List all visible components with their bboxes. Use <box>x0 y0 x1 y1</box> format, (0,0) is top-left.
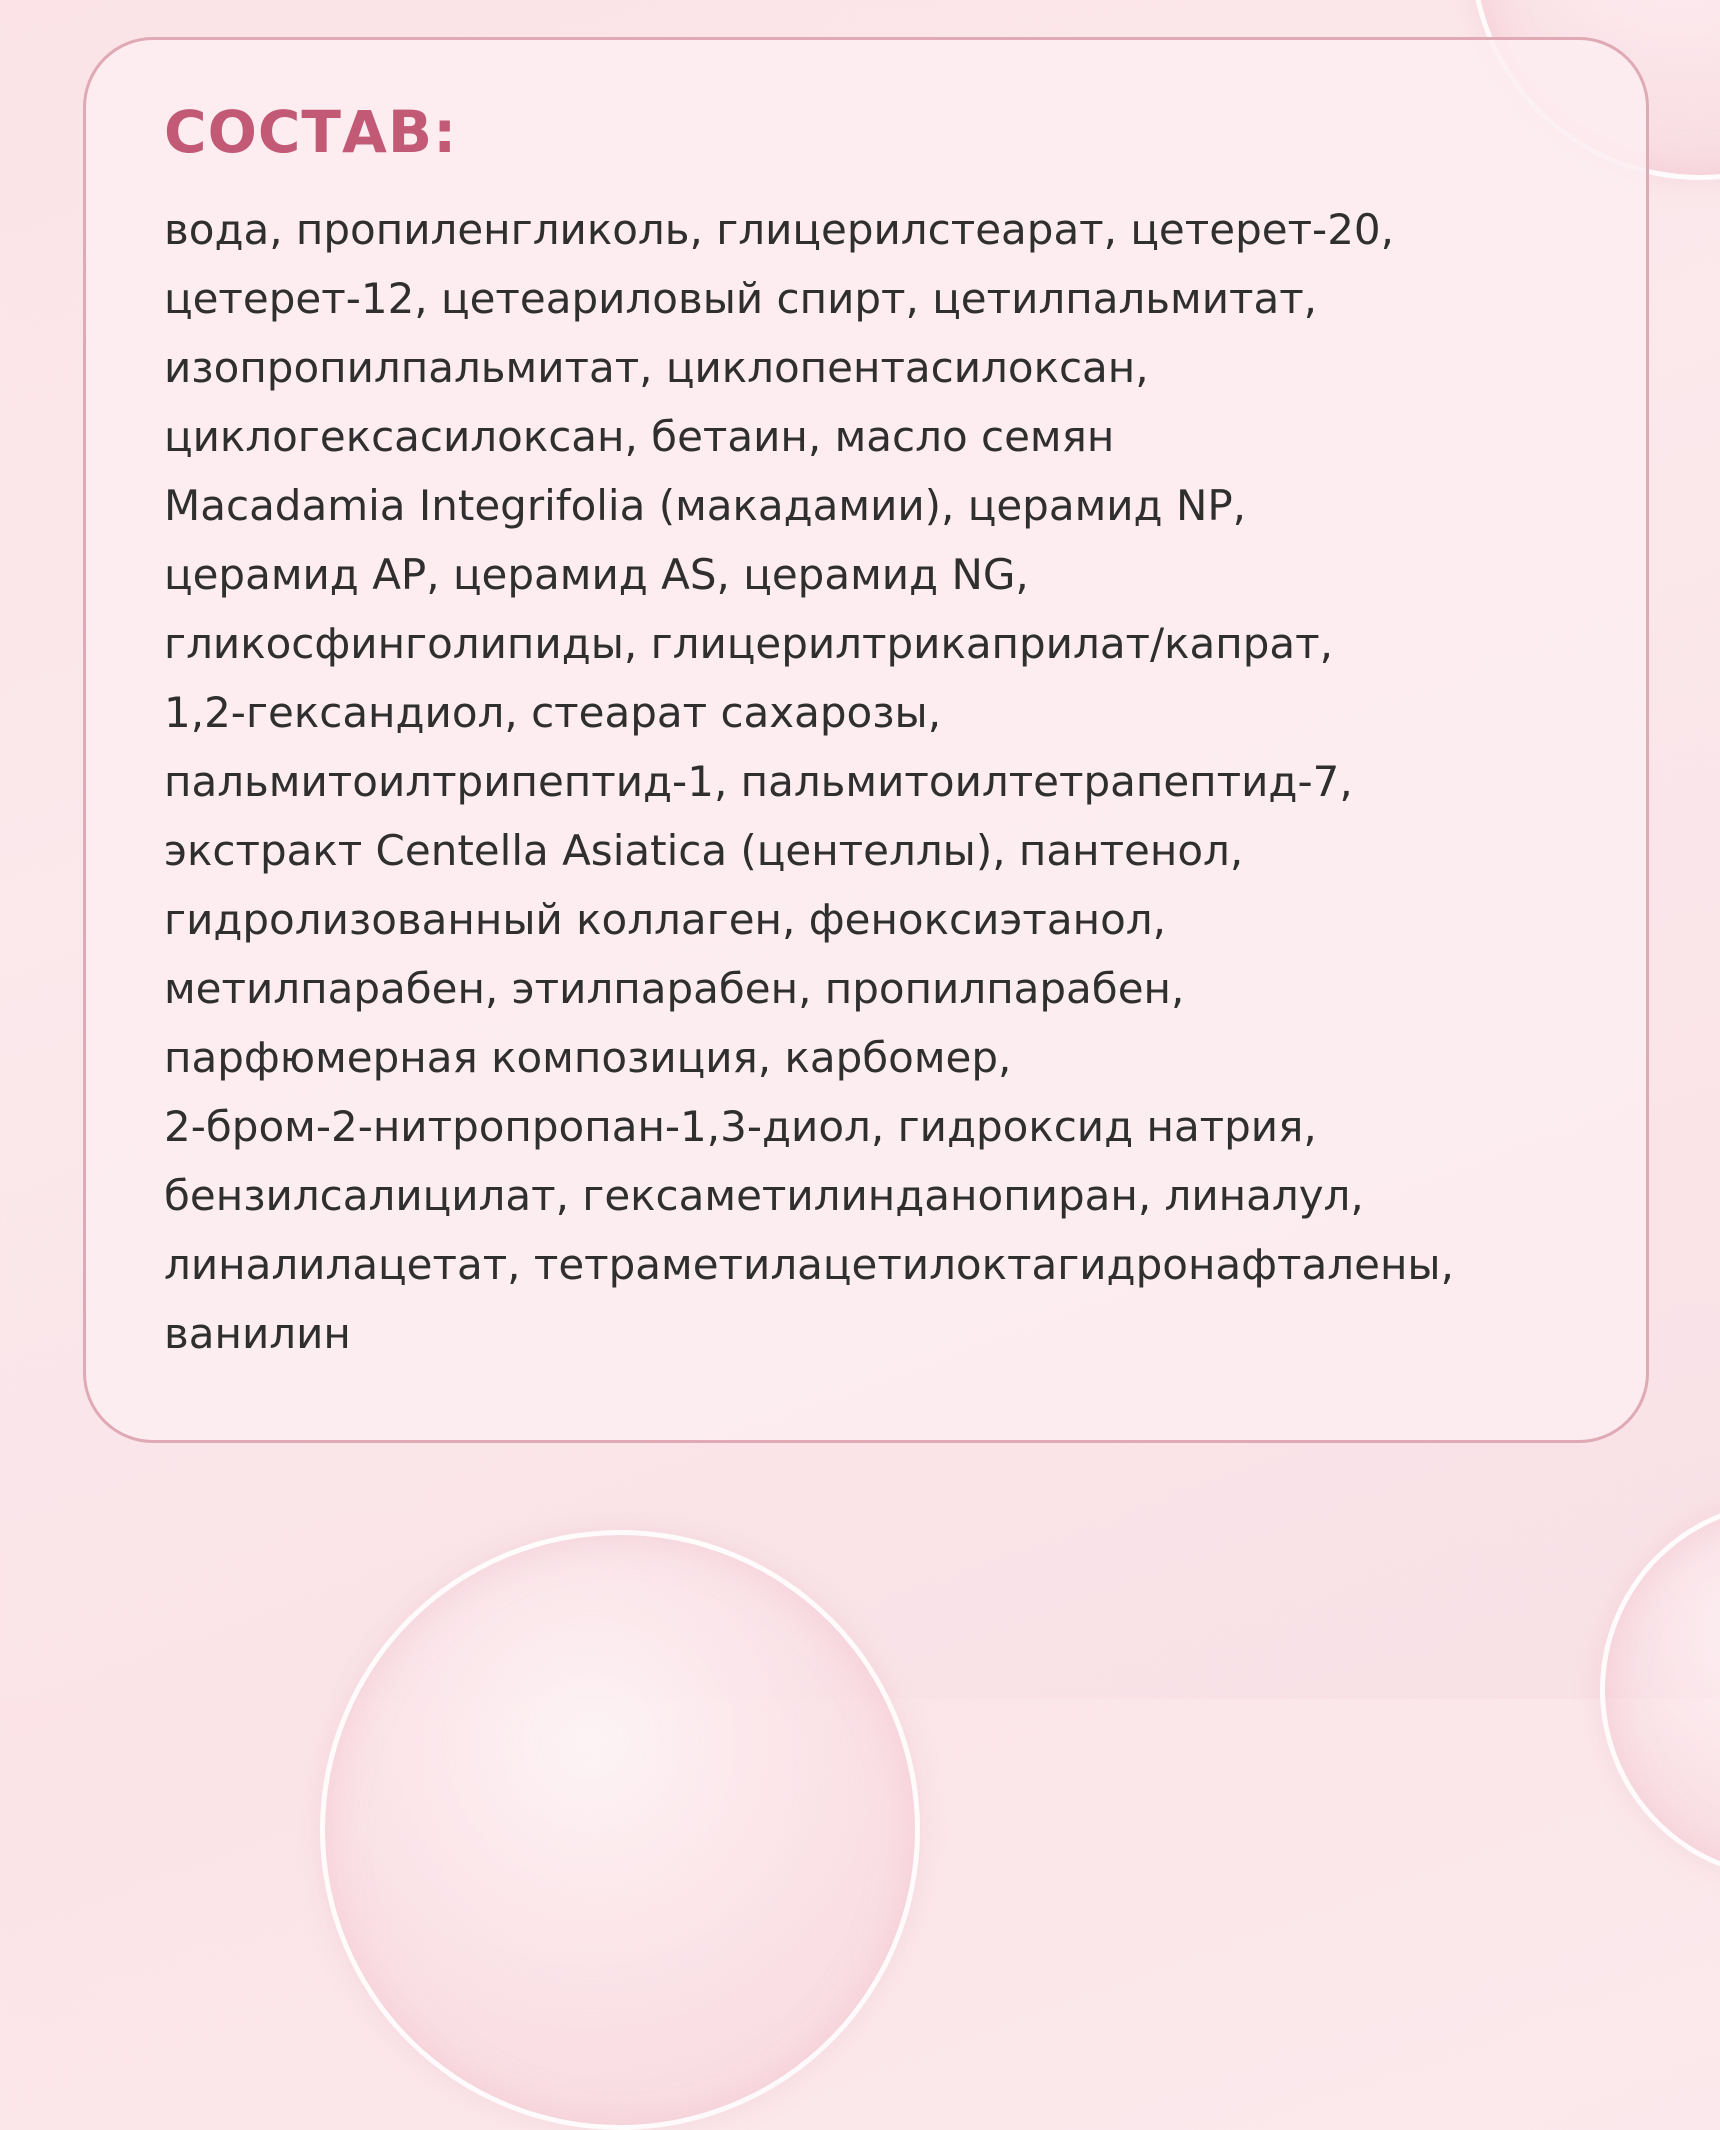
ingredient-line: пальмитоилтрипептид-1, пальмитоилтетрапептид-7, <box>164 757 1353 806</box>
ingredient-line: изопропилпальмитат, циклопентасилоксан, <box>164 343 1149 392</box>
ingredients-list <box>164 195 1570 1368</box>
ingredient-line: церамид AP, церамид AS, церамид NG, <box>164 550 1029 599</box>
ingredient-line: линалилацетат, тетраметилацетилоктагидронафталены, <box>164 1240 1454 1289</box>
ingredient-line: ванилин <box>164 1309 351 1358</box>
ingredient-line: экстракт Centella Asiatica (центеллы), пантенол, <box>164 826 1244 875</box>
ingredient-line: метилпарабен, этилпарабен, пропилпарабен, <box>164 964 1185 1013</box>
ingredient-line: гидролизованный коллаген, феноксиэтанол, <box>164 895 1166 944</box>
decorative-bubble-bottom-right <box>1600 1500 1720 1880</box>
ingredient-line: вода, пропиленгликоль, глицерилстеарат, цетерет-20, <box>164 205 1394 254</box>
ingredient-line: гликосфинголипиды, глицерилтрикаприлат/капрат, <box>164 619 1333 668</box>
ingredient-line: цетерет-12, цетеариловый спирт, цетилпальмитат, <box>164 274 1318 323</box>
ingredient-line: парфюмерная композиция, карбомер, <box>164 1033 1012 1082</box>
composition-title: СОСТАВ: <box>164 98 458 166</box>
ingredient-line: Macadamia Integrifolia (макадамии), церамид NP, <box>164 481 1247 530</box>
ingredient-line: 1,2-гександиол, стеарат сахарозы, <box>164 688 942 737</box>
composition-card <box>83 37 1649 1443</box>
ingredient-line: бензилсалицилат, гексаметилинданопиран, линалул, <box>164 1171 1364 1220</box>
ingredient-line: 2-бром-2-нитропропан-1,3-диол, гидроксид натрия, <box>164 1102 1317 1151</box>
ingredient-line: циклогексасилоксан, бетаин, масло семян <box>164 412 1115 461</box>
decorative-bubble-bottom-center <box>320 1530 920 2130</box>
